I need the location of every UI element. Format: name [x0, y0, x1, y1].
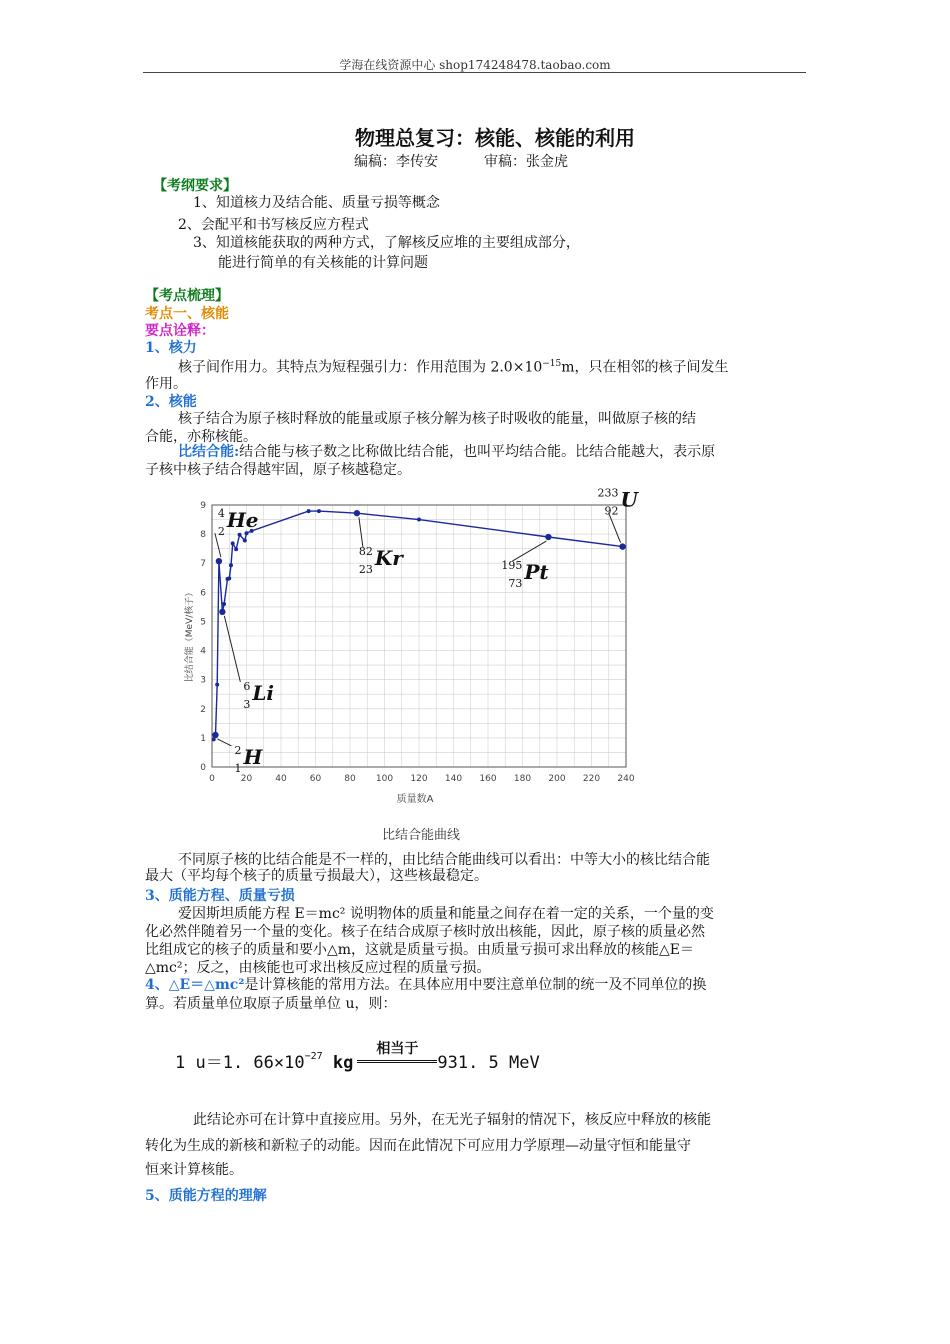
- point-title: 考点一、核能: [145, 306, 229, 322]
- x-tick-label: 0: [209, 774, 215, 784]
- x-tick-label: 120: [410, 774, 428, 784]
- authors: [354, 151, 568, 171]
- x-tick-label: 180: [513, 774, 532, 784]
- data-point: [215, 683, 219, 687]
- mass-energy-line-2: 化必然伴随着另一个量的变化。核子在结合成原子核时放出核能，因此，原子核的质量必然: [145, 924, 705, 940]
- isotope-arrow: [512, 541, 546, 561]
- x-tick-label: 200: [548, 774, 566, 784]
- x-tick-label: 220: [582, 774, 601, 784]
- isotope-marker: [354, 510, 360, 516]
- y-tick-label: 0: [200, 763, 206, 773]
- isotope-mass-number: 2: [234, 743, 242, 757]
- isotope-symbol: Li: [252, 680, 275, 705]
- explain-title: 要点诠释：: [145, 323, 215, 339]
- y-tick-label: 6: [200, 588, 206, 599]
- isotope-mass-number: 6: [243, 679, 251, 693]
- conclusion-line-3: 恒来计算核能。: [145, 1162, 243, 1178]
- chart-series: [212, 509, 625, 741]
- data-point: [227, 576, 231, 580]
- section-title-nuclear-energy: 2、核能: [145, 394, 197, 410]
- data-point: [222, 602, 226, 606]
- x-tick-label: 60: [309, 774, 322, 784]
- isotope-charge-number: 73: [508, 577, 523, 591]
- x-tick-label: 240: [617, 774, 635, 784]
- isotope-label-h: [212, 732, 263, 775]
- equivalence-bar: [357, 1060, 437, 1063]
- page-title: 物理总复习：核能、核能的利用: [355, 126, 635, 150]
- chart-ticks: [200, 501, 635, 784]
- isotope-label-pt: [501, 534, 551, 590]
- page-header: 学海在线资源中心 shop174248478.taobao.com: [339, 58, 611, 72]
- syllabus-item: 能进行简单的有关核能的计算问题: [218, 255, 428, 271]
- data-point: [231, 541, 235, 545]
- isotope-symbol: U: [620, 487, 639, 512]
- editor: 编稿：李传安: [354, 154, 438, 170]
- reviewer: 审稿：张金虎: [484, 154, 568, 170]
- syllabus-item: 1、知道核力及结合能、质量亏损等概念: [193, 195, 440, 211]
- isotope-marker: [545, 534, 551, 540]
- chart-annotations: [212, 487, 639, 775]
- conclusion-line-2: 转化为生成的新核和新粒子的动能。因而在此情况下可应用力学原理—动量守恒和能量守: [145, 1138, 691, 1154]
- isotope-charge-number: 1: [234, 761, 242, 775]
- chart-grid: [212, 505, 626, 767]
- x-tick-label: 20: [240, 774, 253, 784]
- isotope-label-kr: [354, 510, 405, 576]
- nuclear-force-text-cont: 作用。: [145, 376, 187, 392]
- section-title-understanding: 5、质能方程的理解: [145, 1188, 267, 1204]
- data-point: [238, 533, 242, 537]
- header-divider: [143, 72, 806, 73]
- syllabus-heading: 【考纲要求】: [153, 178, 237, 194]
- y-tick-label: 5: [200, 617, 206, 628]
- data-point: [229, 563, 233, 567]
- mass-energy-line-3: 比组成它的核子的质量和要小△m，这就是质量亏损。由质量亏损可求出释放的核能△E＝: [145, 942, 695, 958]
- binding-energy-chart: [170, 485, 650, 815]
- data-point: [307, 509, 311, 513]
- isotope-marker: [619, 543, 625, 549]
- section-title-nuclear-force: 1、核力: [145, 340, 197, 356]
- y-tick-label: 1: [200, 733, 206, 744]
- formula-usage-line-1: 4、△E＝△mc²是计算核能的常用方法。在具体应用中要注意单位制的统一及不同单位的换: [145, 977, 707, 993]
- isotope-symbol: Pt: [524, 560, 549, 585]
- isotope-marker: [219, 609, 225, 615]
- isotope-charge-number: 3: [243, 697, 251, 711]
- y-tick-label: 2: [200, 704, 206, 715]
- data-point: [243, 539, 247, 543]
- data-point: [417, 518, 421, 522]
- isotope-marker: [216, 558, 222, 564]
- chart-x-label: 质量数A: [396, 794, 434, 805]
- unit-conversion-formula: 1 u＝1. $66\times 10^{-27}$ kg 相当于 931. 5 MeV: [175, 1041, 540, 1073]
- y-tick-label: 3: [200, 675, 206, 686]
- data-point: [234, 547, 238, 551]
- conclusion-line-1: 此结论亦可在计算中直接应用。另外，在无光子辐射的情况下，核反应中释放的核能: [193, 1112, 711, 1128]
- isotope-symbol: H: [243, 744, 263, 769]
- y-tick-label: 7: [200, 559, 206, 570]
- after-chart-text-1: 不同原子核的比结合能是不一样的，由比结合能曲线可以看出：中等大小的核比结合能: [178, 852, 710, 868]
- x-tick-label: 160: [479, 774, 497, 784]
- review-heading: 【考点梳理】: [145, 288, 229, 304]
- isotope-mass-number: 233: [597, 486, 619, 500]
- isotope-symbol: Kr: [374, 546, 403, 571]
- x-tick-label: 80: [344, 774, 356, 784]
- isotope-label-u: [598, 487, 640, 550]
- formula-usage-line-2: 算。若质量单位取原子质量单位 u，则：: [145, 996, 397, 1012]
- nuclear-energy-text-2: 合能，亦称核能。: [145, 429, 257, 445]
- chart-y-label: 比结合能（MeV/核子）: [185, 587, 195, 683]
- y-tick-label: 8: [200, 530, 206, 541]
- x-tick-label: 140: [444, 774, 463, 784]
- syllabus-item: 2、会配平和书写核反应方程式: [178, 217, 369, 233]
- isotope-marker: [212, 732, 218, 738]
- after-chart-text-2: 最大（平均每个核子的质量亏损最大），这些核最稳定。: [145, 868, 488, 884]
- y-tick-label: 4: [200, 646, 206, 657]
- nuclear-force-text: 核子间作用力。其特点为短程强引力：作用范围为 $2.0\times 10^{-15}m$，只在相邻的核子间发生: [178, 359, 729, 376]
- chart-caption: 比结合能曲线: [382, 828, 461, 843]
- syllabus-item: 3、知道核能获取的两种方式，了解核反应堆的主要组成部分，: [193, 235, 580, 251]
- mass-energy-line-4: △mc²；反之，由核能也可求出核反应过程的质量亏损。: [145, 960, 491, 976]
- isotope-arrow: [359, 517, 363, 547]
- x-tick-label: 100: [375, 774, 394, 784]
- isotope-mass-number: 195: [501, 559, 523, 573]
- y-tick-label: 9: [200, 501, 206, 511]
- isotope-arrow: [224, 616, 240, 682]
- x-tick-label: 40: [275, 774, 287, 784]
- isotope-charge-number: 2: [217, 525, 225, 539]
- isotope-label-he: [215, 507, 259, 564]
- series-line: [214, 511, 623, 739]
- section-title-mass-energy: 3、质能方程、质量亏损: [145, 888, 295, 904]
- binding-energy-text-2: 子核中核子结合得越牢固，原子核越稳定。: [145, 462, 411, 478]
- binding-energy-text-1: 比结合能:结合能与核子数之比称做比结合能，也叫平均结合能。比结合能越大，表示原: [178, 444, 716, 460]
- isotope-charge-number: 23: [358, 563, 373, 577]
- isotope-mass-number: 4: [217, 507, 225, 521]
- nuclear-energy-text-1: 核子结合为原子核时释放的能量或原子核分解为核子时吸收的能量，叫做原子核的结: [178, 411, 696, 427]
- isotope-charge-number: 92: [604, 504, 619, 518]
- isotope-symbol: He: [226, 508, 259, 533]
- isotope-mass-number: 82: [358, 545, 373, 559]
- data-point: [317, 509, 321, 513]
- mass-energy-line-1: 爱因斯坦质能方程 E＝mc² 说明物体的质量和能量之间存在着一定的关系，一个量的变: [178, 906, 714, 922]
